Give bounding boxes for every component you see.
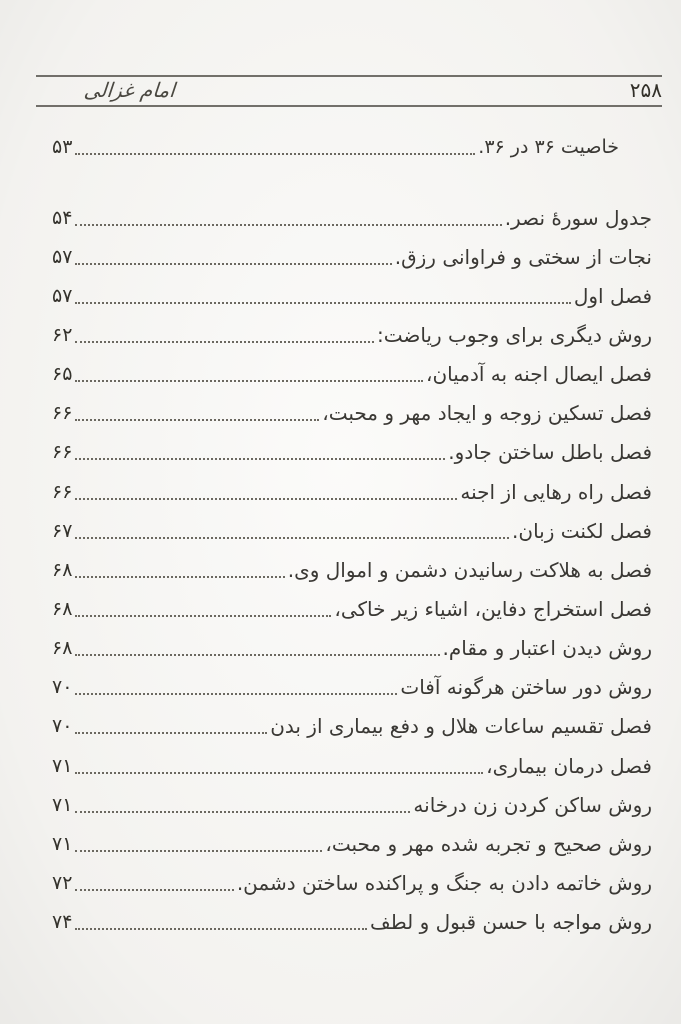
toc-row [52,315,652,354]
toc-entry-page: ۷۰ [52,676,73,699]
toc-entry-page: ۶۶ [52,480,73,503]
dot-leader [75,224,501,226]
toc-entry-title: فصل لکنت زبان. [512,518,652,543]
toc-row [52,394,652,433]
toc-entry-title: فصل راه رهایی از اجنه [460,479,652,504]
toc-entry-title: روش دیدن اعتبار و مقام. [442,636,652,661]
toc-entry-title: فصل درمان بیماری، [486,753,652,778]
dot-leader [75,576,284,578]
toc-entry-page: ۶۸ [52,637,73,660]
toc-entry-page: ۶۶ [52,402,73,425]
toc-row [52,785,652,824]
toc-entry-page: ۷۰ [52,715,73,738]
toc-entry-page: ۶۶ [52,441,73,464]
toc-row [52,355,652,394]
toc-entry-page: ۵۷ [52,245,73,268]
dot-leader [75,928,367,930]
toc-list [52,198,652,942]
toc-entry-page: ۵۷ [52,284,73,307]
dot-leader [75,732,267,734]
toc-entry-title: روش دیگری برای وجوب ریاضت: [376,322,652,347]
toc-row [52,433,652,472]
toc-entry-title: فصل باطل ساختن جادو. [448,440,652,465]
toc-entry-page: ۶۷ [52,519,73,542]
toc-entry-page: ۷۴ [52,911,73,934]
toc-entry-page: ۷۱ [52,793,73,816]
toc-entry-title: خاصیت ۳۶ در ۳۶. [478,135,619,158]
toc-entry-page: ۵۴ [52,206,73,229]
dot-leader [75,263,391,265]
header-page-number: ۲۵۸ [629,78,662,102]
toc-entry-page: ۷۲ [52,871,73,894]
toc-first-row [52,131,619,163]
header-book-title: امام غزالی [82,78,176,102]
toc-entry-page: ۶۲ [52,323,73,346]
toc-entry-title: روش مواجه با حسن قبول و لطف [370,910,652,935]
toc-entry-title: فصل تسکین زوجه و ایجاد مهر و محبت، [322,401,652,426]
toc-row [52,550,652,589]
toc-entry-title: روش خاتمه دادن به جنگ و پراکنده ساختن دشمن. [236,870,652,895]
dot-leader [75,341,374,343]
dot-leader [75,458,445,460]
toc-row [52,511,652,550]
toc-row [52,276,652,315]
dot-leader [75,498,457,500]
dot-leader [75,654,439,656]
toc-entry-title: جدول سورهٔ نصر. [504,205,652,230]
page-header [36,76,662,104]
toc-row [52,746,652,785]
dot-leader [75,850,322,852]
toc-row [52,198,652,237]
toc-entry-title: فصل اول [573,283,652,308]
dot-leader [75,615,331,617]
dot-leader [75,693,397,695]
dot-leader [75,889,233,891]
toc-row [52,237,652,276]
toc-row [52,707,652,746]
toc-entry-title: روش دور ساختن هرگونه آفات [400,675,652,700]
toc-entry-page: ۶۸ [52,597,73,620]
toc-row [52,668,652,707]
toc-row [52,824,652,863]
toc-entry-page: ۷۱ [52,832,73,855]
toc-row [52,472,652,511]
toc-row [52,863,652,902]
toc-entry-title: فصل ایصال اجنه به آدمیان، [426,362,652,387]
dot-leader [75,380,423,382]
toc-entry-title: فصل استخراج دفاین، اشیاء زیر خاکی، [334,596,652,621]
toc-entry-title: فصل به هلاکت رسانیدن دشمن و اموال وی. [287,557,652,582]
toc-entry-page: ۷۱ [52,754,73,777]
dot-leader [75,537,509,539]
dot-leader [75,302,570,304]
toc-entry-title: روش ساکن کردن زن درخانه [413,792,652,817]
toc-entry-title: نجات از سختی و فراوانی رزق. [394,244,652,269]
toc-entry-page: ۵۳ [52,136,73,158]
dot-leader [75,772,483,774]
toc-row [52,629,652,668]
toc-entry-title: روش صحیح و تجربه شده مهر و محبت، [325,831,652,856]
toc-entry-page: ۶۵ [52,363,73,386]
dot-leader [75,419,319,421]
toc-row [52,589,652,628]
dot-leader [75,153,475,155]
header-rule-bottom [36,105,662,107]
toc-entry-page: ۶۸ [52,558,73,581]
dot-leader [75,811,410,813]
toc-row [52,903,652,942]
toc-entry-title: فصل تقسیم ساعات هلال و دفع بیماری از بدن [270,714,652,739]
